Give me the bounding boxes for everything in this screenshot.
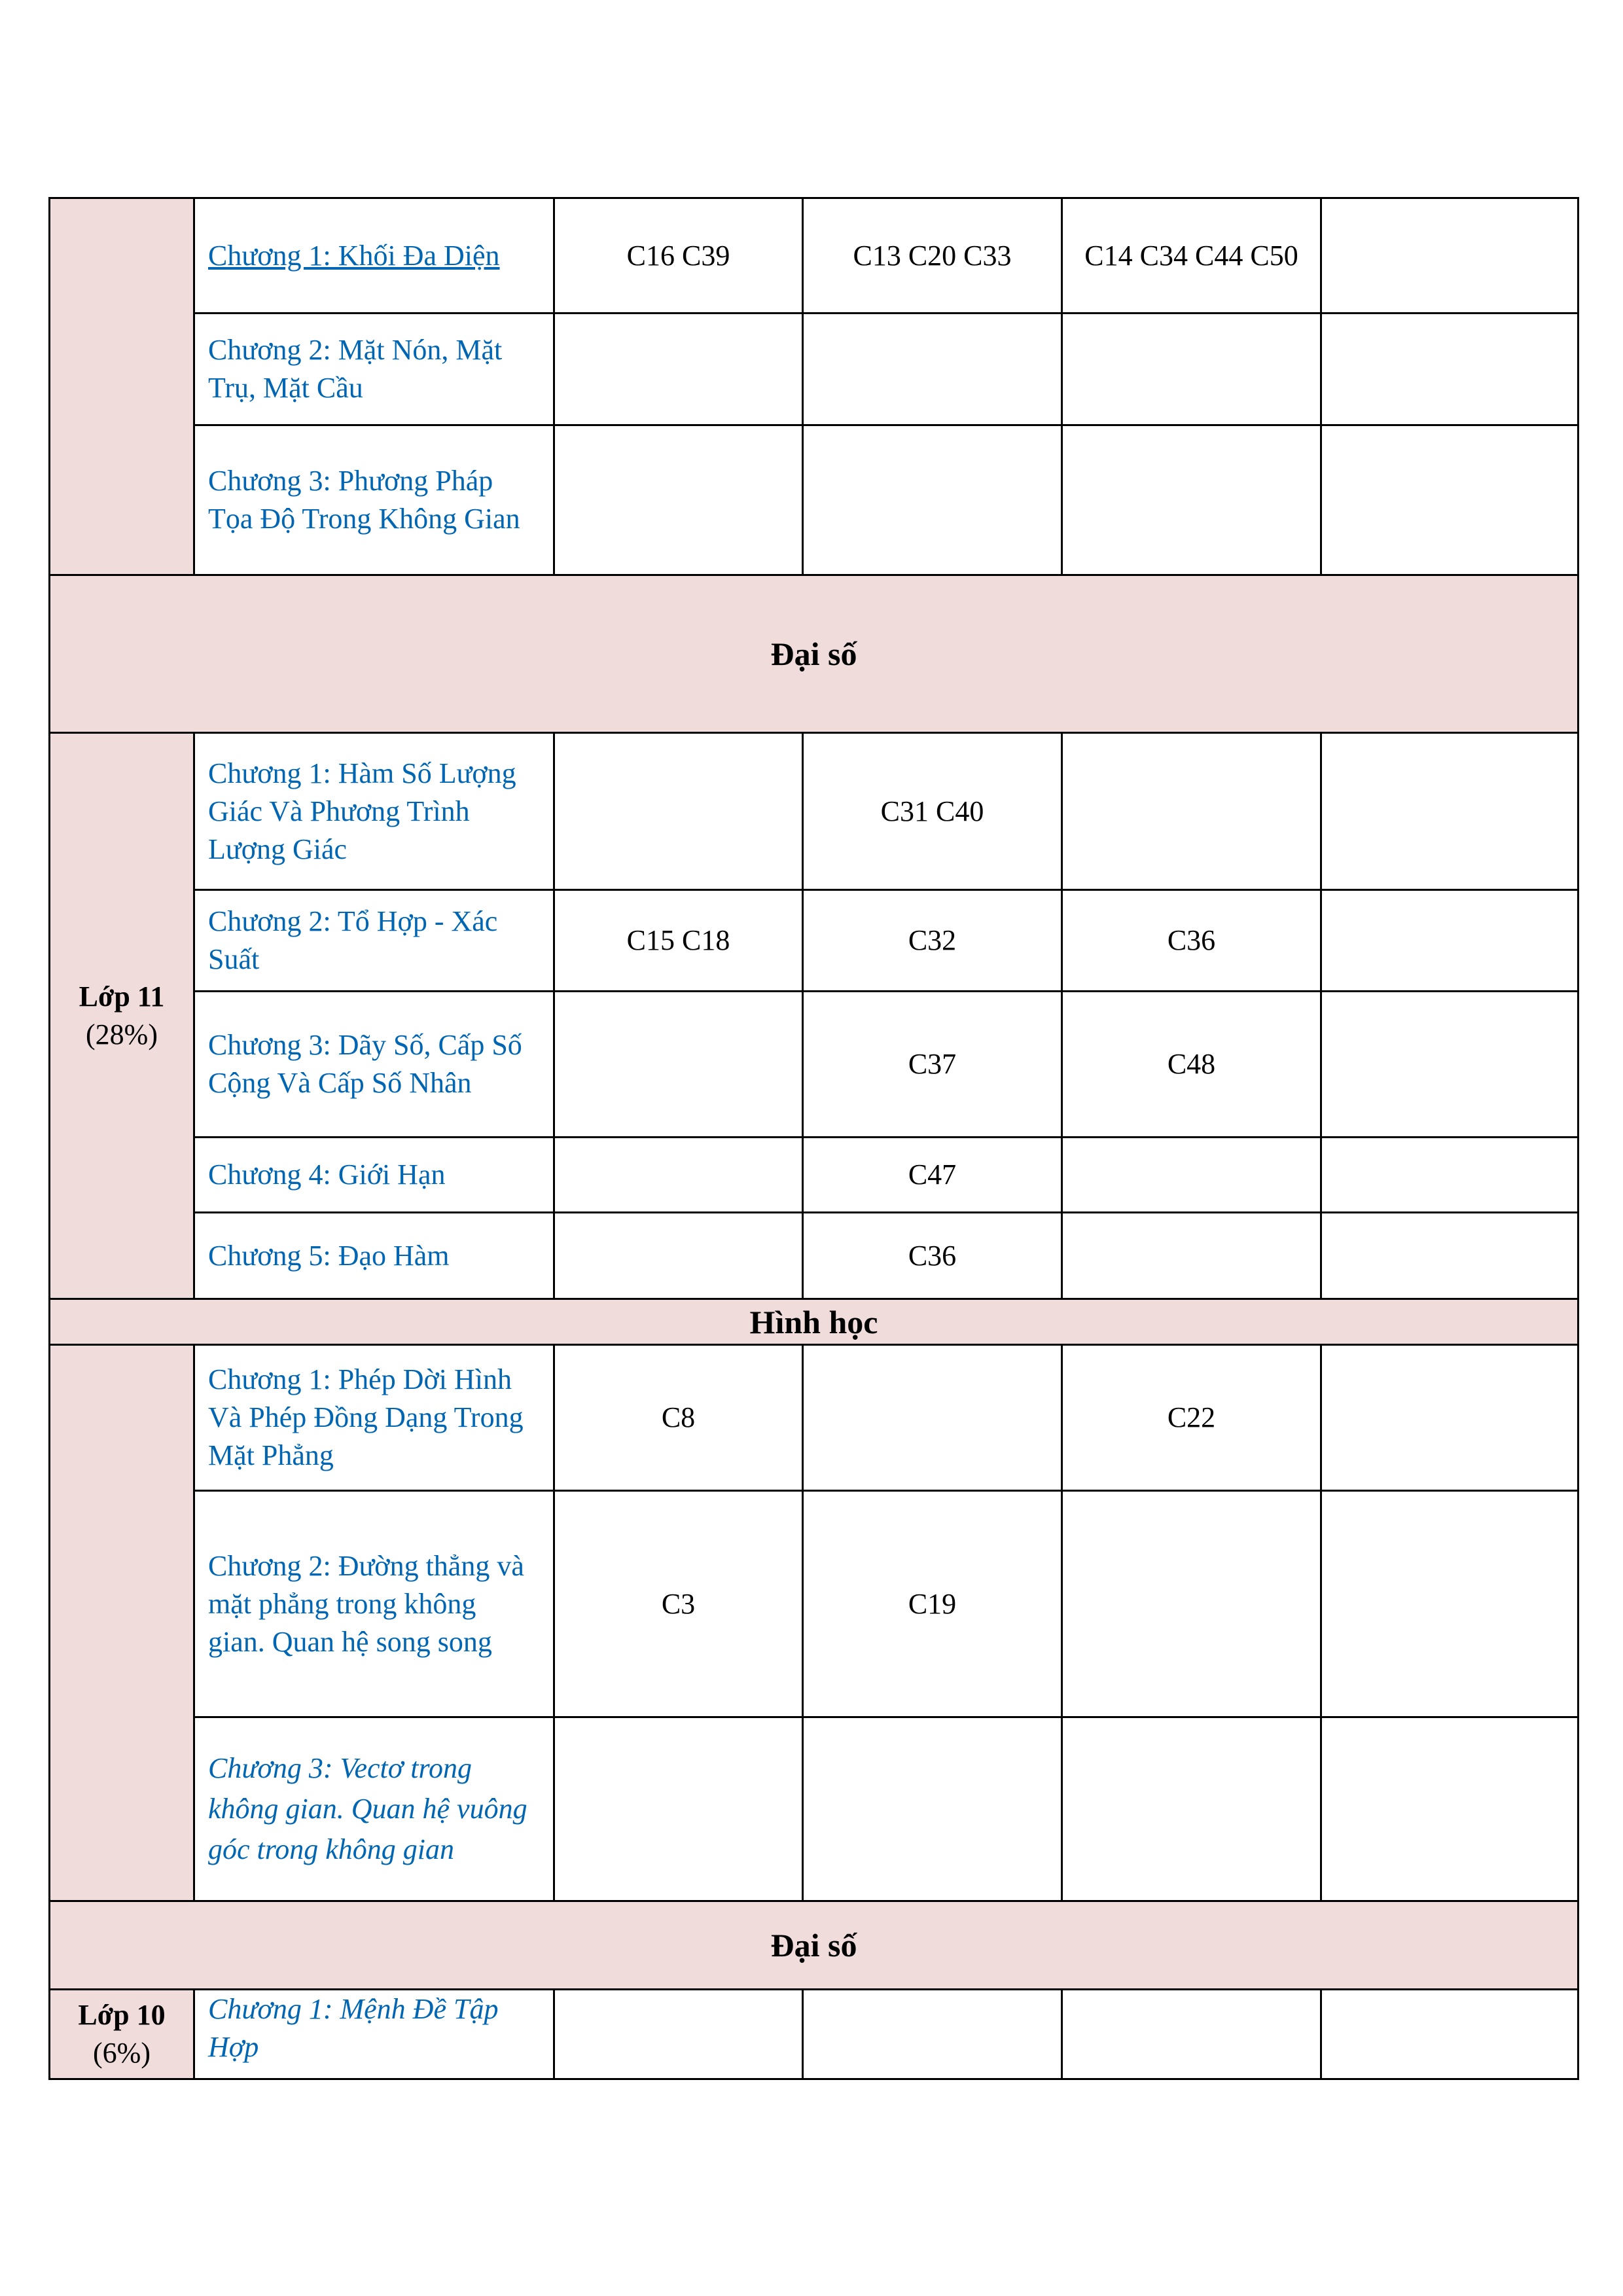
table-row <box>50 992 1578 1138</box>
questions-cell <box>554 425 803 575</box>
questions-cell <box>803 314 1062 425</box>
questions-cell <box>1321 1990 1578 2079</box>
questions-cell: C32 <box>803 890 1062 992</box>
questions-cell <box>1321 1345 1578 1491</box>
questions-cell <box>1321 733 1578 890</box>
chapter-cell: Chương 3: Phương Pháp Tọa Độ Trong Không Gian <box>194 425 554 575</box>
chapter-cell: Chương 2: Đường thẳng và mặt phẳng trong không gian. Quan hệ song song <box>194 1491 554 1717</box>
questions-cell: C13 C20 C33 <box>803 198 1062 314</box>
table-row <box>50 890 1578 992</box>
chapter-cell: Chương 3: Dãy Số, Cấp Số Cộng Và Cấp Số Nhân <box>194 992 554 1138</box>
grade-label: Lớp 11 <box>79 980 165 1013</box>
questions-cell <box>1321 198 1578 314</box>
table-row <box>50 1491 1578 1717</box>
grade-cell-empty <box>50 198 194 575</box>
table-row <box>50 1345 1578 1491</box>
questions-cell <box>1062 1138 1321 1213</box>
questions-cell: C31 C40 <box>803 733 1062 890</box>
questions-cell <box>1321 890 1578 992</box>
grade-percent: (28%) <box>86 1018 158 1050</box>
table-row <box>50 733 1578 890</box>
grade-label: Lớp 10 <box>78 1999 166 2031</box>
questions-cell <box>1321 314 1578 425</box>
questions-cell: C14 C34 C44 C50 <box>1062 198 1321 314</box>
questions-cell <box>803 425 1062 575</box>
question-matrix-table <box>48 197 1579 2080</box>
table-row <box>50 1717 1578 1901</box>
questions-cell: C8 <box>554 1345 803 1491</box>
questions-cell <box>1062 1491 1321 1717</box>
chapter-cell[interactable] <box>194 198 554 314</box>
grade-cell-empty <box>50 1345 194 1901</box>
questions-cell <box>1321 425 1578 575</box>
chapter-cell: Chương 4: Giới Hạn <box>194 1138 554 1213</box>
chapter-link[interactable]: Chương 1: Khối Đa Diện <box>208 239 500 272</box>
grade-cell <box>50 1990 194 2079</box>
questions-cell: C19 <box>803 1491 1062 1717</box>
questions-cell <box>554 992 803 1138</box>
chapter-cell: Chương 1: Mệnh Đề Tập Hợp <box>194 1990 554 2079</box>
questions-cell <box>1321 992 1578 1138</box>
table-row <box>50 1213 1578 1299</box>
questions-cell: C15 C18 <box>554 890 803 992</box>
table-row <box>50 1990 1578 2079</box>
questions-cell: C36 <box>1062 890 1321 992</box>
questions-cell <box>554 1990 803 2079</box>
questions-cell <box>1321 1138 1578 1213</box>
questions-cell: C16 C39 <box>554 198 803 314</box>
questions-cell: C37 <box>803 992 1062 1138</box>
section-header-row <box>50 1299 1578 1345</box>
questions-cell <box>1062 1990 1321 2079</box>
chapter-cell: Chương 1: Phép Dời Hình Và Phép Đồng Dạng Trong Mặt Phẳng <box>194 1345 554 1491</box>
chapter-cell: Chương 5: Đạo Hàm <box>194 1213 554 1299</box>
chapter-cell: Chương 3: Vectơ trong không gian. Quan hệ vuông góc trong không gian <box>194 1717 554 1901</box>
questions-cell: C47 <box>803 1138 1062 1213</box>
questions-cell <box>554 1717 803 1901</box>
questions-cell <box>1062 1213 1321 1299</box>
table-row <box>50 314 1578 425</box>
questions-cell: C22 <box>1062 1345 1321 1491</box>
questions-cell <box>1062 733 1321 890</box>
questions-cell: C48 <box>1062 992 1321 1138</box>
table-row <box>50 1138 1578 1213</box>
table-row <box>50 198 1578 314</box>
grade-percent: (6%) <box>93 2037 151 2069</box>
questions-cell <box>554 314 803 425</box>
section-header-row <box>50 1901 1578 1990</box>
questions-cell: C36 <box>803 1213 1062 1299</box>
section-header: Đại số <box>50 575 1578 733</box>
questions-cell <box>554 1213 803 1299</box>
grade-cell <box>50 733 194 1299</box>
chapter-cell: Chương 2: Mặt Nón, Mặt Trụ, Mặt Cầu <box>194 314 554 425</box>
questions-cell <box>1321 1213 1578 1299</box>
questions-cell <box>1062 314 1321 425</box>
questions-cell <box>554 733 803 890</box>
section-header: Hình học <box>50 1299 1578 1345</box>
table-row <box>50 425 1578 575</box>
questions-cell <box>803 1717 1062 1901</box>
questions-cell <box>1062 425 1321 575</box>
questions-cell <box>1321 1717 1578 1901</box>
questions-cell: C3 <box>554 1491 803 1717</box>
questions-cell <box>803 1345 1062 1491</box>
chapter-cell: Chương 2: Tổ Hợp - Xác Suất <box>194 890 554 992</box>
section-header: Đại số <box>50 1901 1578 1990</box>
questions-cell <box>554 1138 803 1213</box>
questions-cell <box>1321 1491 1578 1717</box>
chapter-cell: Chương 1: Hàm Số Lượng Giác Và Phương Trình Lượng Giác <box>194 733 554 890</box>
section-header-row <box>50 575 1578 733</box>
questions-cell <box>803 1990 1062 2079</box>
questions-cell <box>1062 1717 1321 1901</box>
